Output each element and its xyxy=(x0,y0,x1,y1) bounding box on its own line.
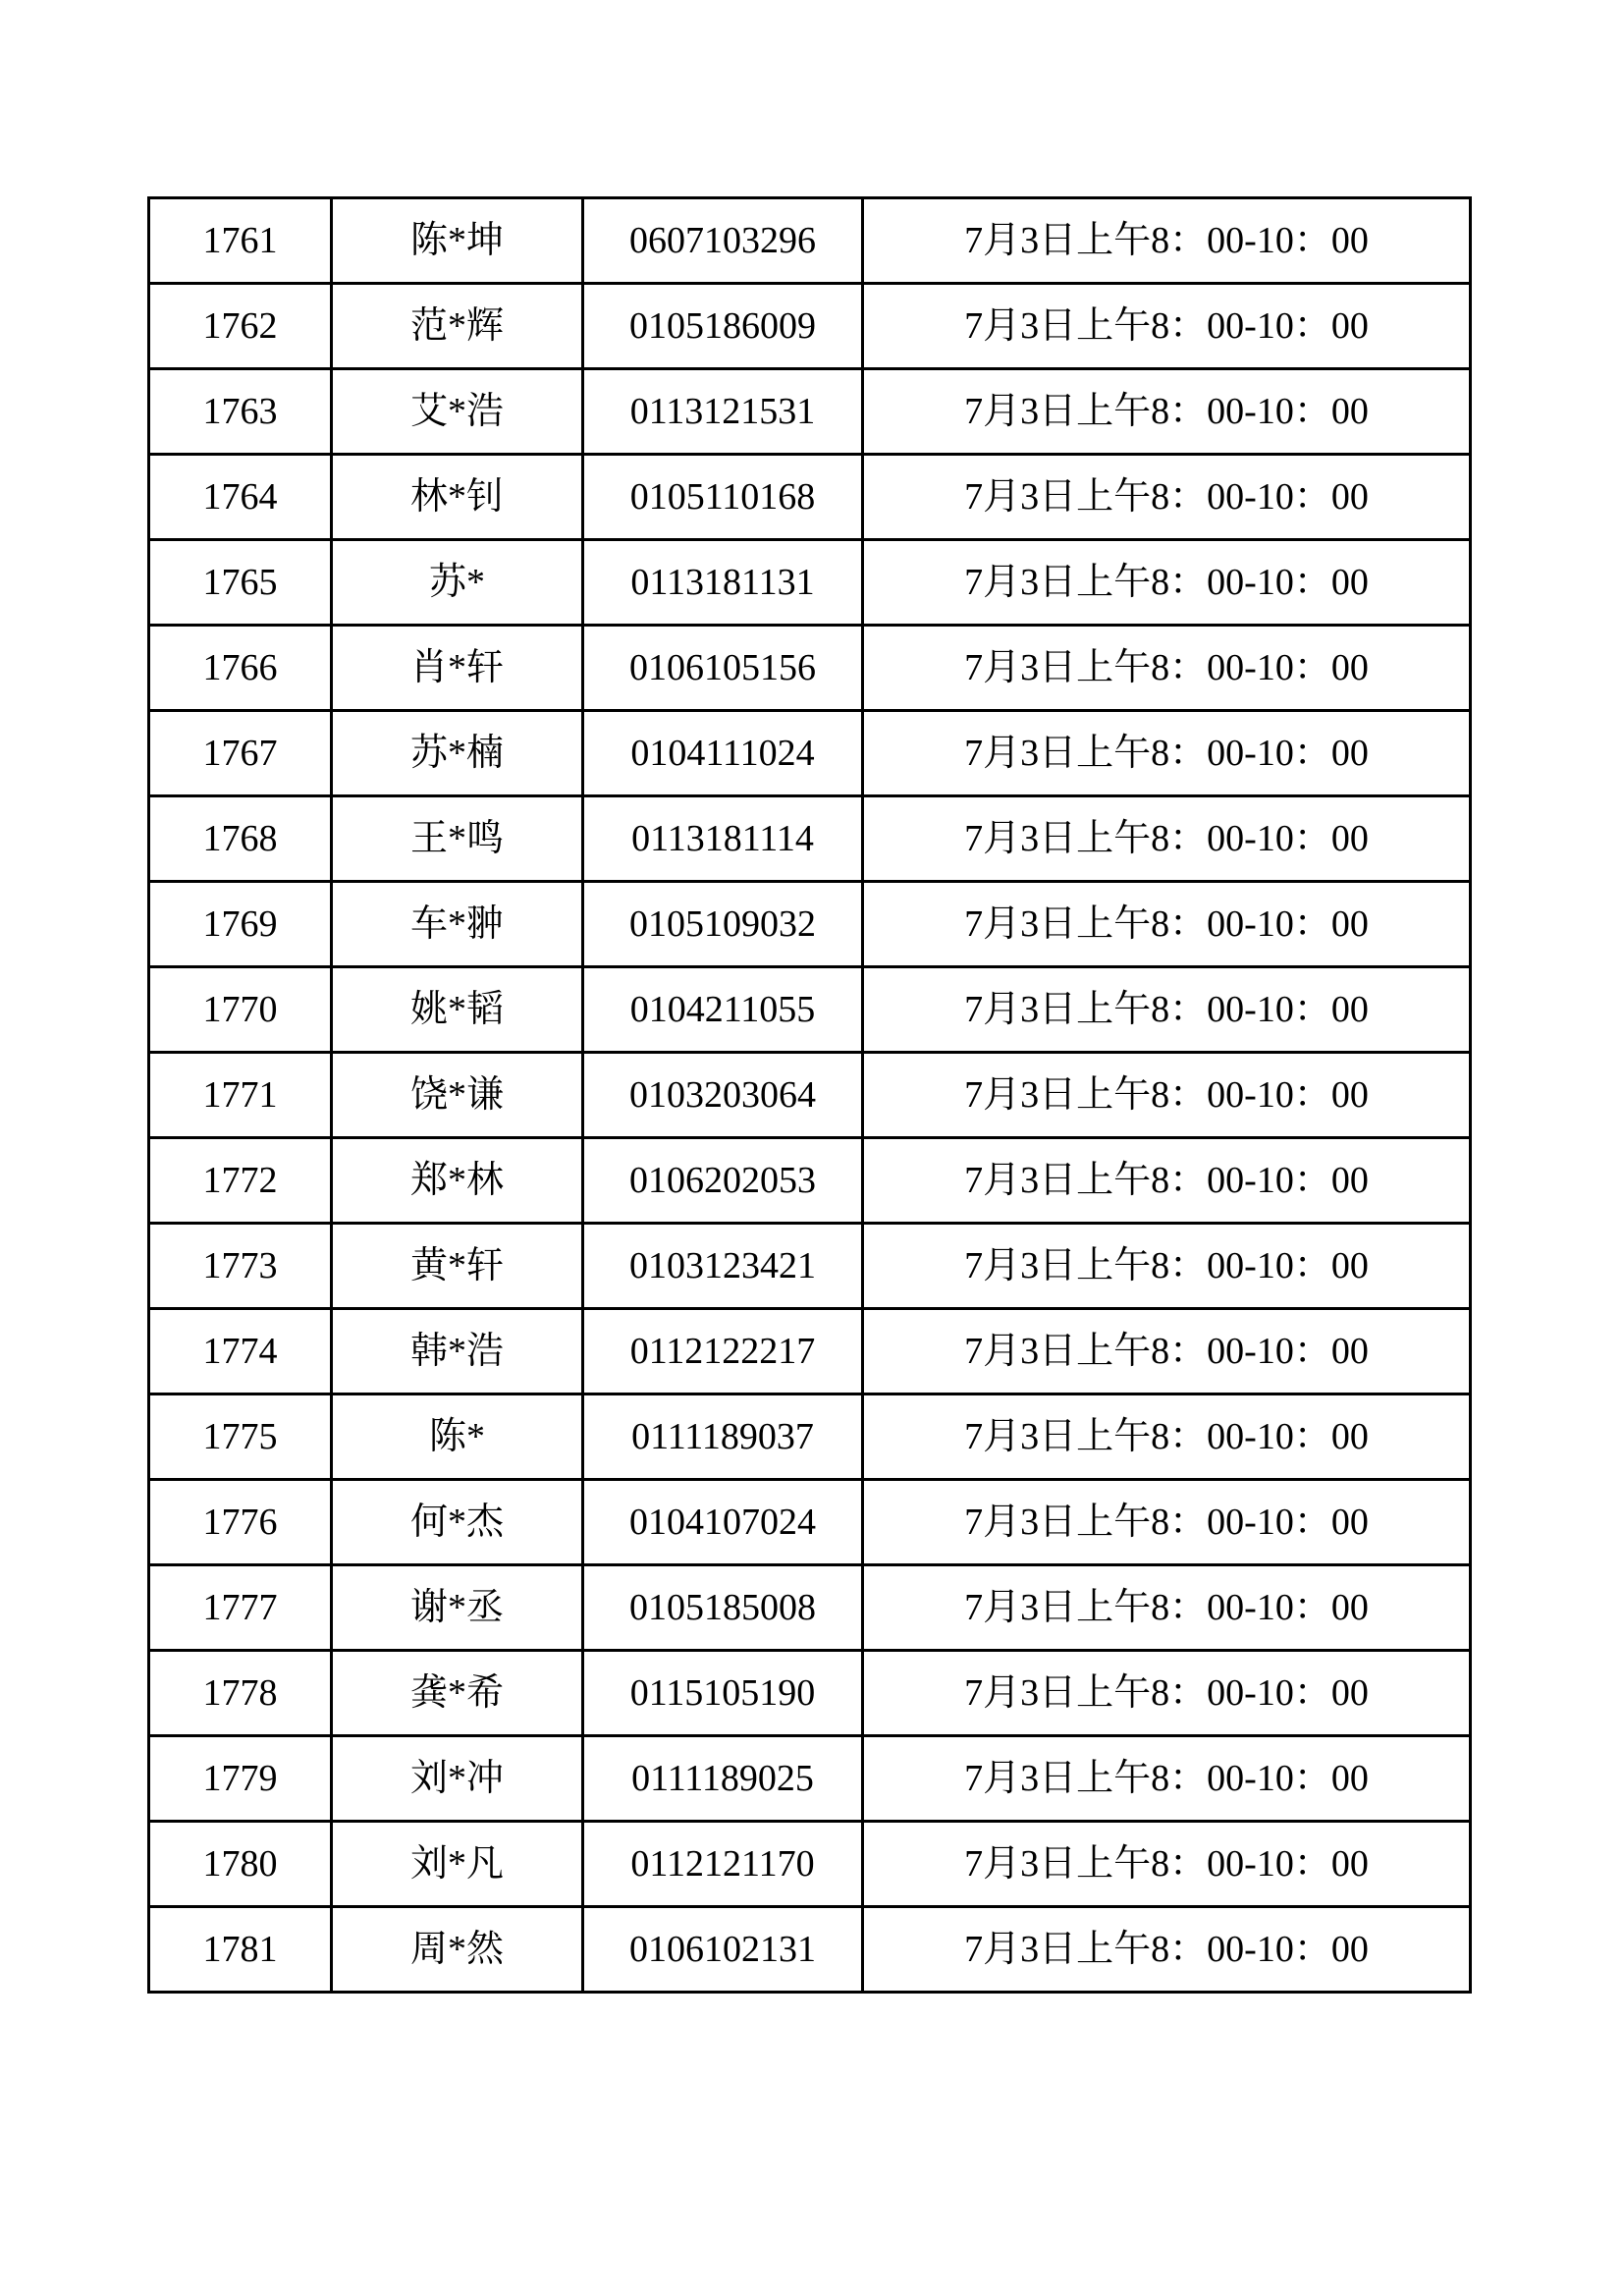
time-cell: 7月3日上午8：00-10：00 xyxy=(863,1907,1471,1993)
id-number-cell: 0105185008 xyxy=(583,1565,863,1651)
id-number-cell: 0105186009 xyxy=(583,284,863,369)
table-row xyxy=(149,796,1471,882)
table-body xyxy=(149,198,1471,1993)
seq-cell: 1778 xyxy=(149,1651,332,1736)
name-cell: 刘*冲 xyxy=(332,1736,583,1822)
table-row xyxy=(149,1480,1471,1565)
id-number-cell: 0113121531 xyxy=(583,369,863,455)
id-number-cell: 0104111024 xyxy=(583,711,863,796)
time-cell: 7月3日上午8：00-10：00 xyxy=(863,1651,1471,1736)
time-cell: 7月3日上午8：00-10：00 xyxy=(863,1053,1471,1138)
id-number-cell: 0103123421 xyxy=(583,1224,863,1309)
name-cell: 姚*韬 xyxy=(332,967,583,1053)
table-row xyxy=(149,967,1471,1053)
table-row xyxy=(149,284,1471,369)
seq-cell: 1770 xyxy=(149,967,332,1053)
seq-cell: 1773 xyxy=(149,1224,332,1309)
table-row xyxy=(149,882,1471,967)
seq-cell: 1781 xyxy=(149,1907,332,1993)
id-number-cell: 0115105190 xyxy=(583,1651,863,1736)
table-row xyxy=(149,1565,1471,1651)
name-cell: 苏* xyxy=(332,540,583,626)
name-cell: 周*然 xyxy=(332,1907,583,1993)
name-cell: 车*翀 xyxy=(332,882,583,967)
id-number-cell: 0105109032 xyxy=(583,882,863,967)
time-cell: 7月3日上午8：00-10：00 xyxy=(863,540,1471,626)
table-row xyxy=(149,1822,1471,1907)
time-cell: 7月3日上午8：00-10：00 xyxy=(863,455,1471,540)
time-cell: 7月3日上午8：00-10：00 xyxy=(863,1480,1471,1565)
id-number-cell: 0104211055 xyxy=(583,967,863,1053)
id-number-cell: 0111189025 xyxy=(583,1736,863,1822)
id-number-cell: 0112122217 xyxy=(583,1309,863,1394)
time-cell: 7月3日上午8：00-10：00 xyxy=(863,1309,1471,1394)
table-row xyxy=(149,1138,1471,1224)
seq-cell: 1762 xyxy=(149,284,332,369)
time-cell: 7月3日上午8：00-10：00 xyxy=(863,1394,1471,1480)
name-cell: 王*鸣 xyxy=(332,796,583,882)
seq-cell: 1765 xyxy=(149,540,332,626)
time-cell: 7月3日上午8：00-10：00 xyxy=(863,882,1471,967)
name-cell: 何*杰 xyxy=(332,1480,583,1565)
table-row xyxy=(149,1224,1471,1309)
id-number-cell: 0112121170 xyxy=(583,1822,863,1907)
name-cell: 苏*楠 xyxy=(332,711,583,796)
name-cell: 饶*谦 xyxy=(332,1053,583,1138)
id-number-cell: 0105110168 xyxy=(583,455,863,540)
seq-cell: 1769 xyxy=(149,882,332,967)
seq-cell: 1780 xyxy=(149,1822,332,1907)
seq-cell: 1777 xyxy=(149,1565,332,1651)
table-row xyxy=(149,711,1471,796)
schedule-table xyxy=(147,196,1472,1994)
name-cell: 陈*坤 xyxy=(332,198,583,284)
name-cell: 谢*丞 xyxy=(332,1565,583,1651)
seq-cell: 1776 xyxy=(149,1480,332,1565)
seq-cell: 1779 xyxy=(149,1736,332,1822)
name-cell: 肖*轩 xyxy=(332,626,583,711)
table-row xyxy=(149,626,1471,711)
id-number-cell: 0104107024 xyxy=(583,1480,863,1565)
table-row xyxy=(149,369,1471,455)
seq-cell: 1764 xyxy=(149,455,332,540)
id-number-cell: 0106102131 xyxy=(583,1907,863,1993)
seq-cell: 1763 xyxy=(149,369,332,455)
time-cell: 7月3日上午8：00-10：00 xyxy=(863,284,1471,369)
seq-cell: 1766 xyxy=(149,626,332,711)
name-cell: 范*辉 xyxy=(332,284,583,369)
name-cell: 艾*浩 xyxy=(332,369,583,455)
id-number-cell: 0106202053 xyxy=(583,1138,863,1224)
id-number-cell: 0113181131 xyxy=(583,540,863,626)
table-row xyxy=(149,1053,1471,1138)
time-cell: 7月3日上午8：00-10：00 xyxy=(863,711,1471,796)
table-row xyxy=(149,198,1471,284)
table-row xyxy=(149,1309,1471,1394)
name-cell: 郑*林 xyxy=(332,1138,583,1224)
time-cell: 7月3日上午8：00-10：00 xyxy=(863,1138,1471,1224)
seq-cell: 1772 xyxy=(149,1138,332,1224)
table-row xyxy=(149,1907,1471,1993)
id-number-cell: 0607103296 xyxy=(583,198,863,284)
time-cell: 7月3日上午8：00-10：00 xyxy=(863,369,1471,455)
name-cell: 陈* xyxy=(332,1394,583,1480)
table-row xyxy=(149,455,1471,540)
table-row xyxy=(149,1651,1471,1736)
time-cell: 7月3日上午8：00-10：00 xyxy=(863,1565,1471,1651)
id-number-cell: 0103203064 xyxy=(583,1053,863,1138)
time-cell: 7月3日上午8：00-10：00 xyxy=(863,1822,1471,1907)
table-row xyxy=(149,1394,1471,1480)
seq-cell: 1767 xyxy=(149,711,332,796)
id-number-cell: 0111189037 xyxy=(583,1394,863,1480)
name-cell: 林*钊 xyxy=(332,455,583,540)
time-cell: 7月3日上午8：00-10：00 xyxy=(863,1736,1471,1822)
id-number-cell: 0106105156 xyxy=(583,626,863,711)
seq-cell: 1771 xyxy=(149,1053,332,1138)
time-cell: 7月3日上午8：00-10：00 xyxy=(863,626,1471,711)
id-number-cell: 0113181114 xyxy=(583,796,863,882)
table-row xyxy=(149,1736,1471,1822)
table-row xyxy=(149,540,1471,626)
seq-cell: 1768 xyxy=(149,796,332,882)
time-cell: 7月3日上午8：00-10：00 xyxy=(863,198,1471,284)
seq-cell: 1775 xyxy=(149,1394,332,1480)
seq-cell: 1774 xyxy=(149,1309,332,1394)
time-cell: 7月3日上午8：00-10：00 xyxy=(863,1224,1471,1309)
name-cell: 韩*浩 xyxy=(332,1309,583,1394)
seq-cell: 1761 xyxy=(149,198,332,284)
name-cell: 刘*凡 xyxy=(332,1822,583,1907)
time-cell: 7月3日上午8：00-10：00 xyxy=(863,967,1471,1053)
time-cell: 7月3日上午8：00-10：00 xyxy=(863,796,1471,882)
name-cell: 黄*轩 xyxy=(332,1224,583,1309)
name-cell: 龚*希 xyxy=(332,1651,583,1736)
